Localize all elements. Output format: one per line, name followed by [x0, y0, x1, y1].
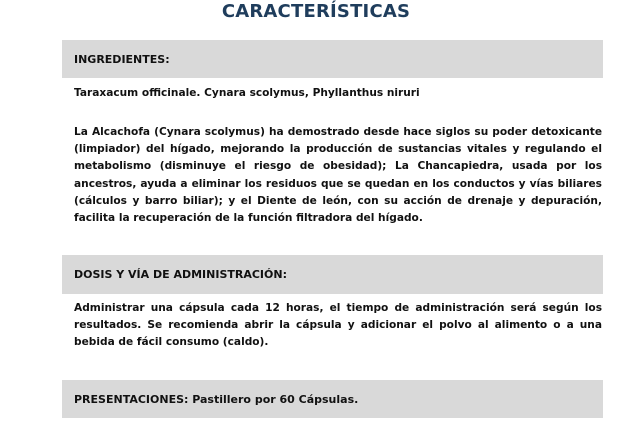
dosis-header: [62, 255, 603, 294]
page-title: CARACTERÍSTICAS: [221, 1, 411, 22]
ingredientes-description: La Alcachofa (Cynara scolymus) ha demostrado desde hace siglos su poder detoxicante (limpiador) del hígado, mejorando la producción de sustancias vitales y regulando el metabolismo (disminuye el riesgo de obesidad); La Chancapiedra, usada por los ancestros, ayuda a eliminar los residuos que se quedan en los conductos y vías biliares (cálculos y barro biliar); y el Diente de león, con su acción de drenaje y depuración, facilita la recuperación de la función filtradora del hígado.: [74, 126, 602, 225]
ingredientes-header: [62, 40, 603, 78]
presentaciones-text: PRESENTACIONES: Pastillero por 60 Cápsulas.: [74, 392, 359, 406]
presentaciones-header: [62, 380, 603, 418]
dosis-description: Administrar una cápsula cada 12 horas, el tiempo de administración será según los resultados. Se recomienda abrir la cápsula y adicionar el polvo al alimento o a una bebida de fácil consumo (caldo).: [74, 302, 602, 349]
ingredientes-species-line: Taraxacum officinale. Cynara scolymus, Phyllanthus niruri: [74, 87, 420, 99]
ingredientes-heading: INGREDIENTES:: [74, 52, 170, 66]
dosis-heading: DOSIS Y VÍA DE ADMINISTRACIÓN:: [74, 268, 287, 281]
